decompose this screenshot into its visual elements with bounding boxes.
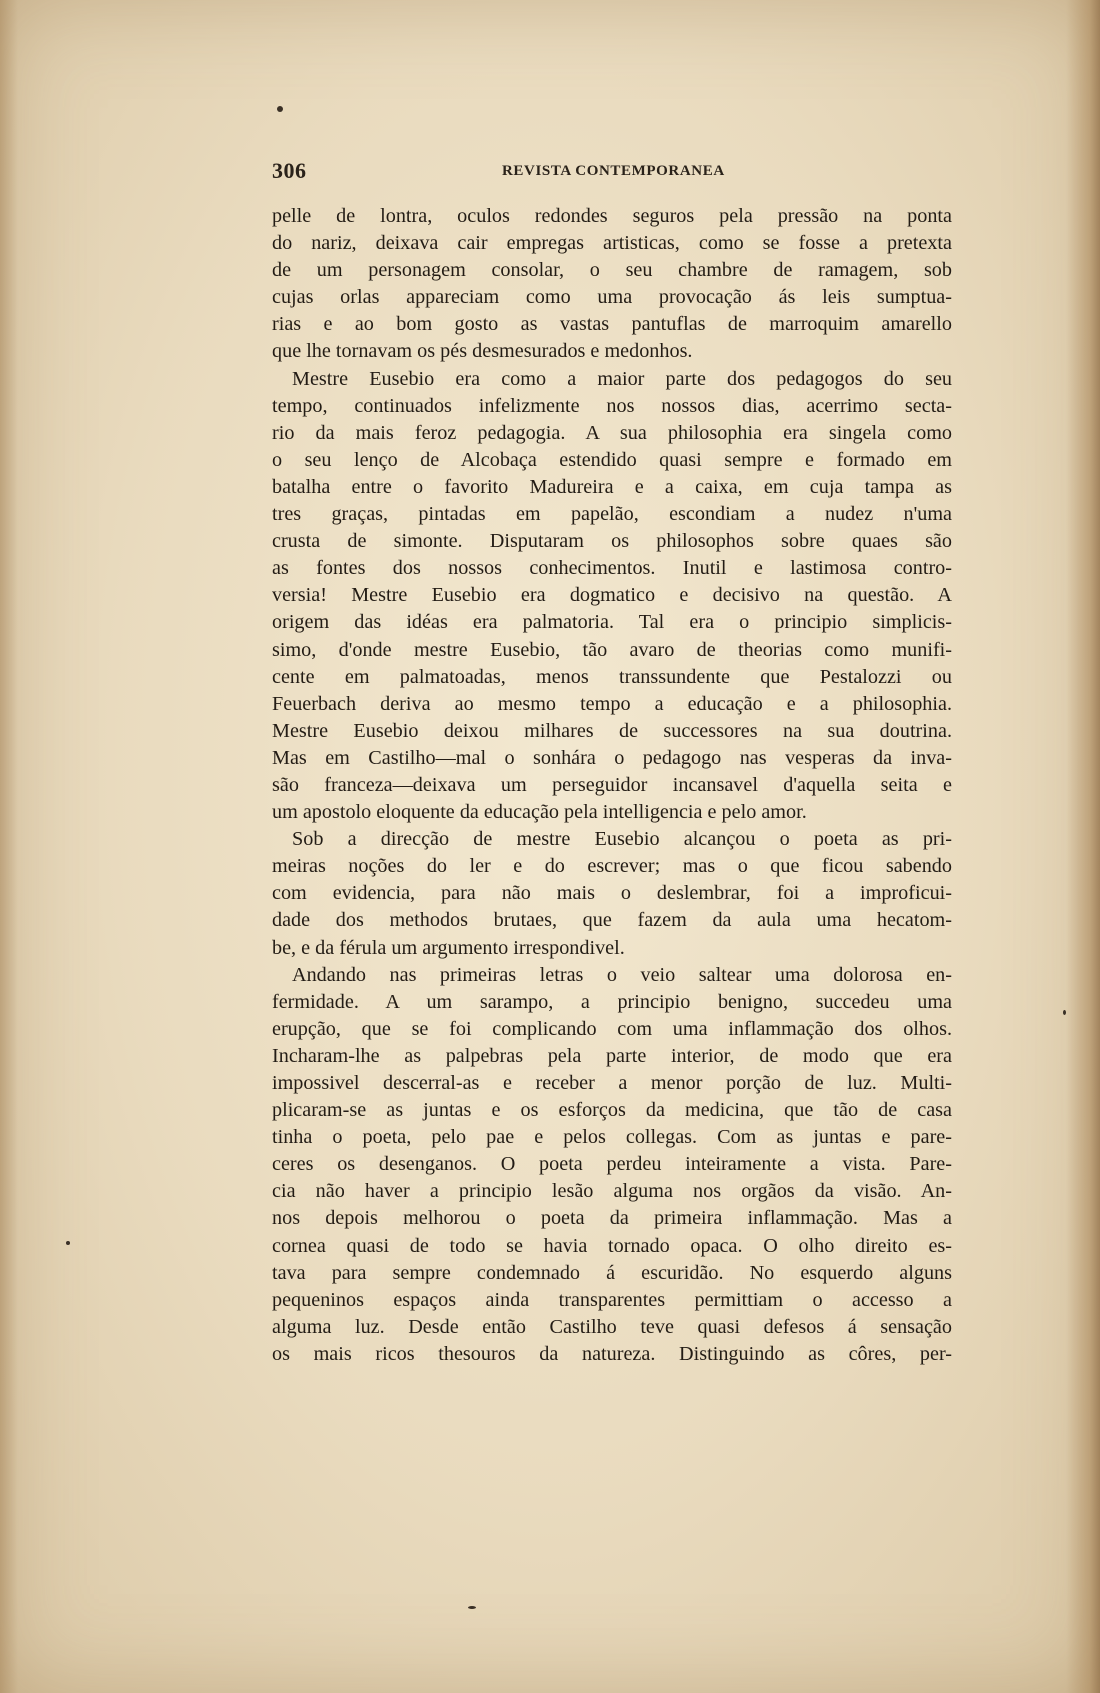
page-spine-shadow <box>1066 0 1100 1693</box>
text-line: os mais ricos thesouros da natureza. Distinguindo as côres, per- <box>272 1342 952 1365</box>
text-line: as fontes dos nossos conhecimentos. Inutil e lastimosa contro- <box>272 557 952 580</box>
text-line: ceres os desenganos. O poeta perdeu inteiramente a vista. Pare- <box>272 1153 952 1176</box>
ink-speck <box>277 106 283 112</box>
paragraph <box>272 962 952 1368</box>
text-line: nos depois melhorou o poeta da primeira inflammação. Mas a <box>272 1207 952 1230</box>
text-line: que lhe tornavam os pés desmesurados e medonhos. <box>272 340 693 363</box>
text-line: crusta de simonte. Disputaram os philosophos sobre quaes são <box>272 530 952 553</box>
text-line: rias e ao bom gosto as vastas pantuflas de marroquim amarello <box>272 313 952 336</box>
text-line: tinha o poeta, pelo pae e pelos collegas. Com as juntas e pare- <box>272 1126 952 1149</box>
page-left-edge-shadow <box>0 0 18 1693</box>
text-line: tava para sempre condemnado á escuridão. No esquerdo alguns <box>272 1261 952 1284</box>
text-line: rio da mais feroz pedagogia. A sua philosophia era singela como <box>272 421 952 444</box>
text-line: cia não haver a principio lesão alguma nos orgãos da visão. An- <box>272 1180 952 1203</box>
text-line: com evidencia, para não mais o deslembrar, foi a improficui- <box>272 882 952 905</box>
text-line: erupção, que se foi complicando com uma inflammação dos olhos. <box>272 1017 952 1040</box>
text-line: fermidade. A um sarampo, a principio benigno, succedeu uma <box>272 990 952 1013</box>
text-line: são franceza—deixava um perseguidor incansavel d'aquella seita e <box>272 773 952 796</box>
text-line: Andando nas primeiras letras o veio saltear uma dolorosa en- <box>292 963 952 986</box>
text-line: um apostolo eloquente da educação pela intelligencia e pelo amor. <box>272 801 807 824</box>
text-line: plicaram-se as juntas e os esforços da medicina, que tão de casa <box>272 1099 952 1122</box>
ink-speck <box>1063 1010 1066 1015</box>
ink-speck <box>66 1241 70 1245</box>
paragraph <box>272 366 952 827</box>
text-line: dade dos methodos brutaes, que fazem da aula uma hecatom- <box>272 909 952 932</box>
text-line: meiras noções do ler e do escrever; mas o que ficou sabendo <box>272 855 952 878</box>
ink-speck <box>468 1606 476 1609</box>
text-line: cornea quasi de todo se havia tornado opaca. O olho direito es- <box>272 1234 952 1257</box>
text-line: tempo, continuados infelizmente nos nossos dias, acerrimo secta- <box>272 394 952 417</box>
text-line: o seu lenço de Alcobaça estendido quasi sempre e formado em <box>272 448 952 471</box>
body-text <box>272 203 952 1368</box>
text-line: Mestre Eusebio deixou milhares de successores na sua doutrina. <box>272 719 952 742</box>
paragraph <box>272 826 952 961</box>
text-line: impossivel descerral-as e receber a menor porção de luz. Multi- <box>272 1072 952 1094</box>
text-line: batalha entre o favorito Madureira e a caixa, em cuja tampa as <box>272 475 952 498</box>
text-line: Mas em Castilho—mal o sonhára o pedagogo nas vesperas da inva- <box>272 746 952 769</box>
text-line: cente em palmatoadas, menos transsundente que Pestalozzi ou <box>272 665 952 688</box>
text-line: versia! Mestre Eusebio era dogmatico e decisivo na questão. A <box>272 584 952 607</box>
running-head-title: REVISTA CONTEMPORANEA <box>502 163 725 179</box>
text-line: simo, d'onde mestre Eusebio, tão avaro de theorias como munifi- <box>272 638 952 661</box>
text-line: tres graças, pintadas em papelão, escondiam a nudez n'uma <box>272 503 952 526</box>
text-line: pequeninos espaços ainda transparentes permittiam o accesso a <box>272 1288 952 1311</box>
text-line: Mestre Eusebio era como a maior parte dos pedagogos do seu <box>292 367 952 390</box>
text-line: Incharam-lhe as palpebras pela parte interior, de modo que era <box>272 1044 952 1067</box>
text-line: Feuerbach deriva ao mesmo tempo a educação e a philosophia. <box>272 692 952 715</box>
text-line: cujas orlas appareciam como uma provocação ás leis sumptua- <box>272 286 952 309</box>
text-line: alguma luz. Desde então Castilho teve quasi defesos á sensação <box>272 1315 952 1338</box>
page-header <box>272 158 952 186</box>
text-line: de um personagem consolar, o seu chambre de ramagem, sob <box>272 259 952 282</box>
page-number: 306 <box>272 158 307 183</box>
text-line: be, e da férula um argumento irrespondivel. <box>272 936 625 959</box>
paragraph <box>272 203 952 366</box>
text-line: pelle de lontra, oculos redondes seguros pela pressão na ponta <box>272 205 952 227</box>
text-line: do nariz, deixava cair empregas artisticas, como se fosse a pretexta <box>272 232 952 255</box>
text-line: Sob a direcção de mestre Eusebio alcançou o poeta as pri- <box>292 828 952 851</box>
text-line: origem das idéas era palmatoria. Tal era o principio simplicis- <box>272 611 952 634</box>
